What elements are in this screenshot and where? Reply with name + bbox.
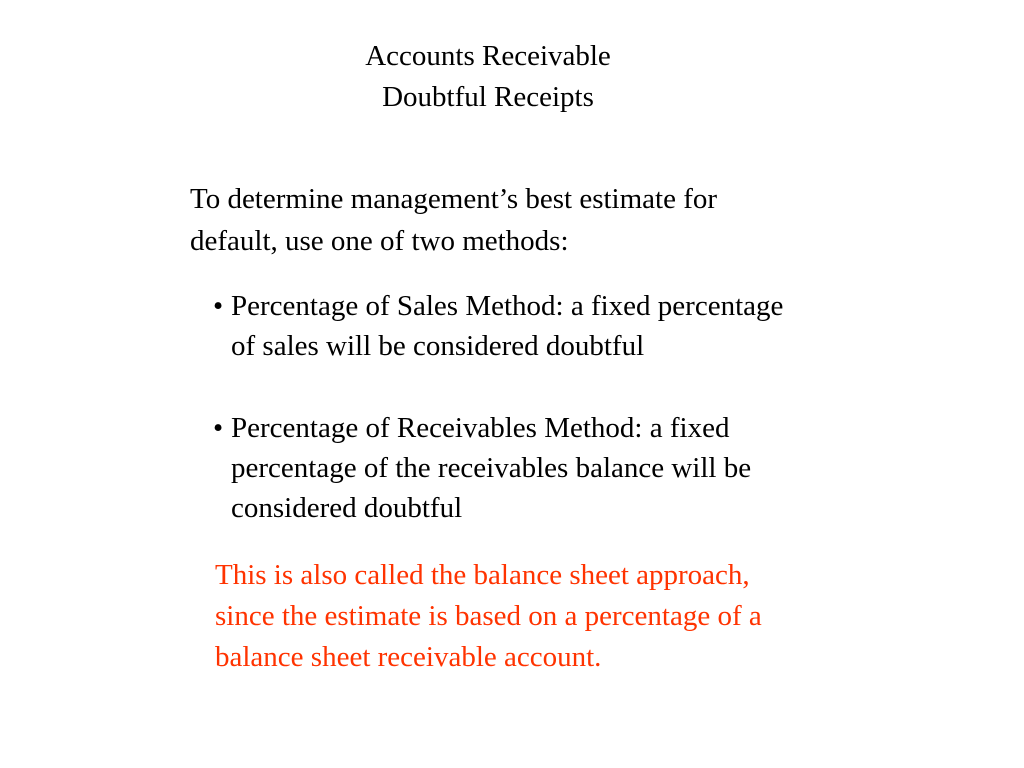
bullet-text: Percentage of Sales Method: a fixed percentage — [231, 290, 784, 322]
intro-line-2: default, use one of two methods: — [190, 225, 569, 257]
bullet-line: considered doubtful — [231, 492, 463, 524]
balance-sheet-approach-note — [215, 555, 915, 678]
bullet-percentage-of-receivables — [213, 408, 913, 528]
note-line-3: balance sheet receivable account. — [215, 641, 602, 673]
title-line-2: Doubtful Receipts — [382, 81, 594, 113]
bullet-line — [213, 408, 913, 448]
note-line-1: This is also called the balance sheet approach, — [215, 559, 750, 591]
bullet-marker: • — [213, 412, 224, 444]
slide-title — [288, 36, 688, 118]
bullet-line: percentage of the receivables balance will be — [231, 452, 752, 484]
bullet-marker: • — [213, 290, 224, 322]
bullet-line — [213, 286, 913, 326]
bullet-percentage-of-sales — [213, 286, 913, 366]
title-line-1: Accounts Receivable — [365, 40, 611, 72]
bullet-line: of sales will be considered doubtful — [231, 330, 645, 362]
intro-paragraph — [190, 178, 890, 262]
bullet-text: Percentage of Receivables Method: a fixed — [231, 412, 730, 444]
note-line-2: since the estimate is based on a percentage of a — [215, 600, 762, 632]
intro-line-1: To determine management’s best estimate for — [190, 183, 718, 215]
